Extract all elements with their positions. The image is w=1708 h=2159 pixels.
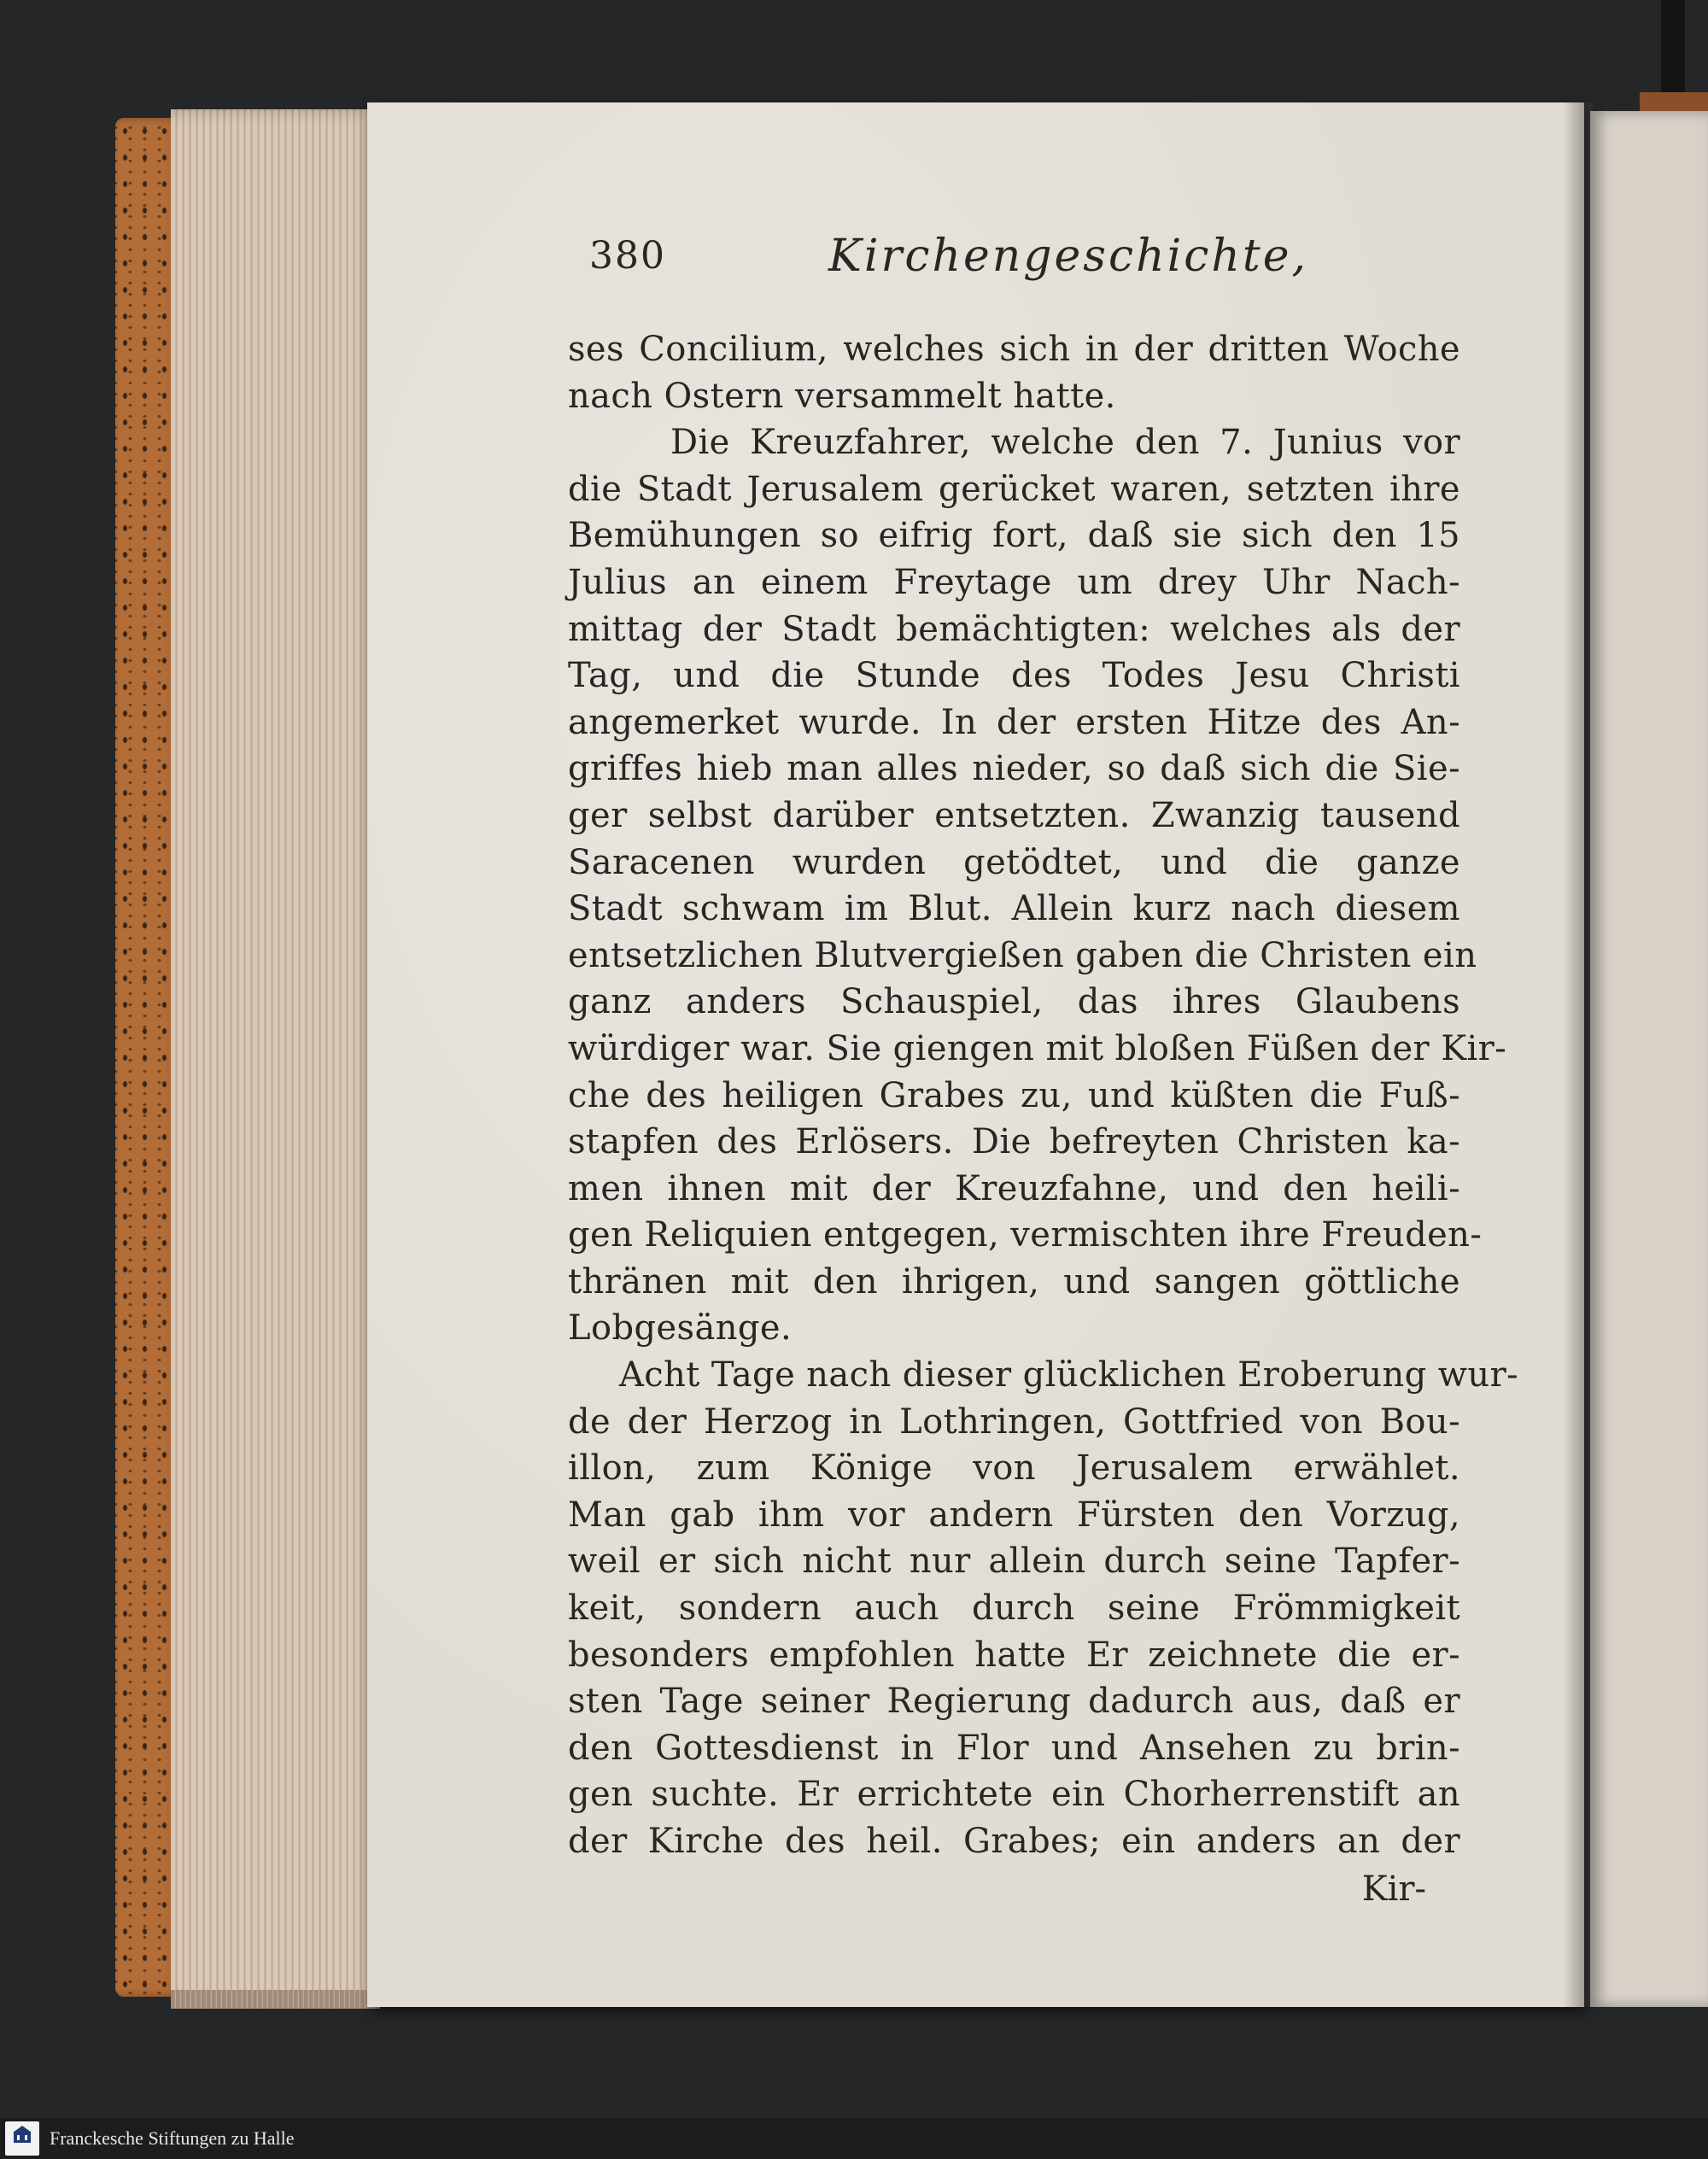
gutter-shadow <box>1563 102 1593 2007</box>
text-line: sten Tage seiner Regierung dadurch aus, daß er <box>568 1682 1460 1722</box>
text-line: besonders empfohlen hatte Er zeichnete die er- <box>568 1635 1460 1675</box>
text-line: Saracenen wurden getödtet, und die ganze <box>568 842 1460 882</box>
body-text <box>568 326 1519 1865</box>
right-page-edge <box>1590 111 1708 2007</box>
clip <box>1661 0 1685 94</box>
text-line: mittag der Stadt bemächtigten: welches als der <box>568 609 1460 649</box>
page-number: 380 <box>589 234 666 278</box>
text-line: Tag, und die Stunde des Todes Jesu Christi <box>568 656 1460 696</box>
text-line: die Stadt Jerusalem gerücket waren, setzten ihre <box>568 469 1460 509</box>
marbled-cover <box>115 118 179 1997</box>
text-line: gen Reliquien entgegen, vermischten ihre Freuden- <box>568 1215 1483 1255</box>
text-line: angemerket wurde. In der ersten Hitze des An- <box>568 702 1460 742</box>
running-head: Kirchengeschichte, <box>828 231 1309 282</box>
footer-bar <box>0 2118 1708 2159</box>
text-line: weil er sich nicht nur allein durch seine Tapfer- <box>568 1542 1460 1582</box>
text-line: ger selbst darüber entsetzten. Zwanzig tausend <box>568 795 1460 835</box>
text-line: nach Ostern versammelt hatte. <box>568 376 1116 416</box>
text-line: Man gab ihm vor andern Fürsten den Vorzug, <box>568 1495 1460 1535</box>
page-edges <box>171 109 380 2007</box>
text-line: würdiger war. Sie giengen mit bloßen Füßen der Kir- <box>568 1028 1507 1068</box>
text-line: thränen mit den ihrigen, und sangen göttliche <box>568 1261 1460 1302</box>
text-line: gen suchte. Er errichtete ein Chorherrenstift an <box>568 1775 1460 1815</box>
building-icon <box>12 2125 32 2144</box>
text-line: keit, sondern auch durch seine Frömmigkeit <box>568 1589 1460 1629</box>
institution-logo[interactable] <box>5 2121 39 2156</box>
text-line: der Kirche des heil. Grabes; ein anders an der <box>568 1822 1460 1861</box>
text-line: stapfen des Erlösers. Die befreyten Christen ka- <box>568 1122 1460 1162</box>
text-line: Bemühungen so eifrig fort, daß sie sich den 15 <box>568 516 1460 556</box>
text-line: den Gottesdienst in Flor und Ansehen zu brin- <box>568 1728 1460 1768</box>
text-line: ses Concilium, welches sich in der dritten Woche <box>568 330 1460 369</box>
text-line: Stadt schwam im Blut. Allein kurz nach diesem <box>568 889 1460 929</box>
text-line: ganz anders Schauspiel, das ihres Glaubens <box>568 982 1460 1022</box>
text-line: Julius an einem Freytage um drey Uhr Nach- <box>568 562 1460 602</box>
text-line: men ihnen mit der Kreuzfahne, und den heili- <box>568 1168 1460 1208</box>
text-line: illon, zum Könige von Jerusalem erwählet. <box>568 1448 1460 1489</box>
text-line: entsetzlichen Blutvergießen gaben die Christen ein <box>568 935 1477 975</box>
text-line: de der Herzog in Lothringen, Gottfried von Bou- <box>568 1401 1460 1442</box>
text-line: griffes hieb man alles nieder, so daß sich die Sie- <box>568 749 1460 789</box>
institution-name[interactable]: Franckesche Stiftungen zu Halle <box>50 2127 295 2149</box>
text-line: Acht Tage nach dieser glücklichen Eroberung wur- <box>619 1355 1519 1395</box>
page-header <box>589 231 1469 290</box>
text-line: che des heiligen Grabes zu, und küßten die Fuß- <box>568 1075 1460 1115</box>
text-line: Die Kreuzfahrer, welche den 7. Junius vor <box>670 423 1460 463</box>
page-edges-bottom <box>171 1990 380 2009</box>
catchword: Kir- <box>1361 1869 1426 1909</box>
text-line: Lobgesänge. <box>568 1308 793 1349</box>
